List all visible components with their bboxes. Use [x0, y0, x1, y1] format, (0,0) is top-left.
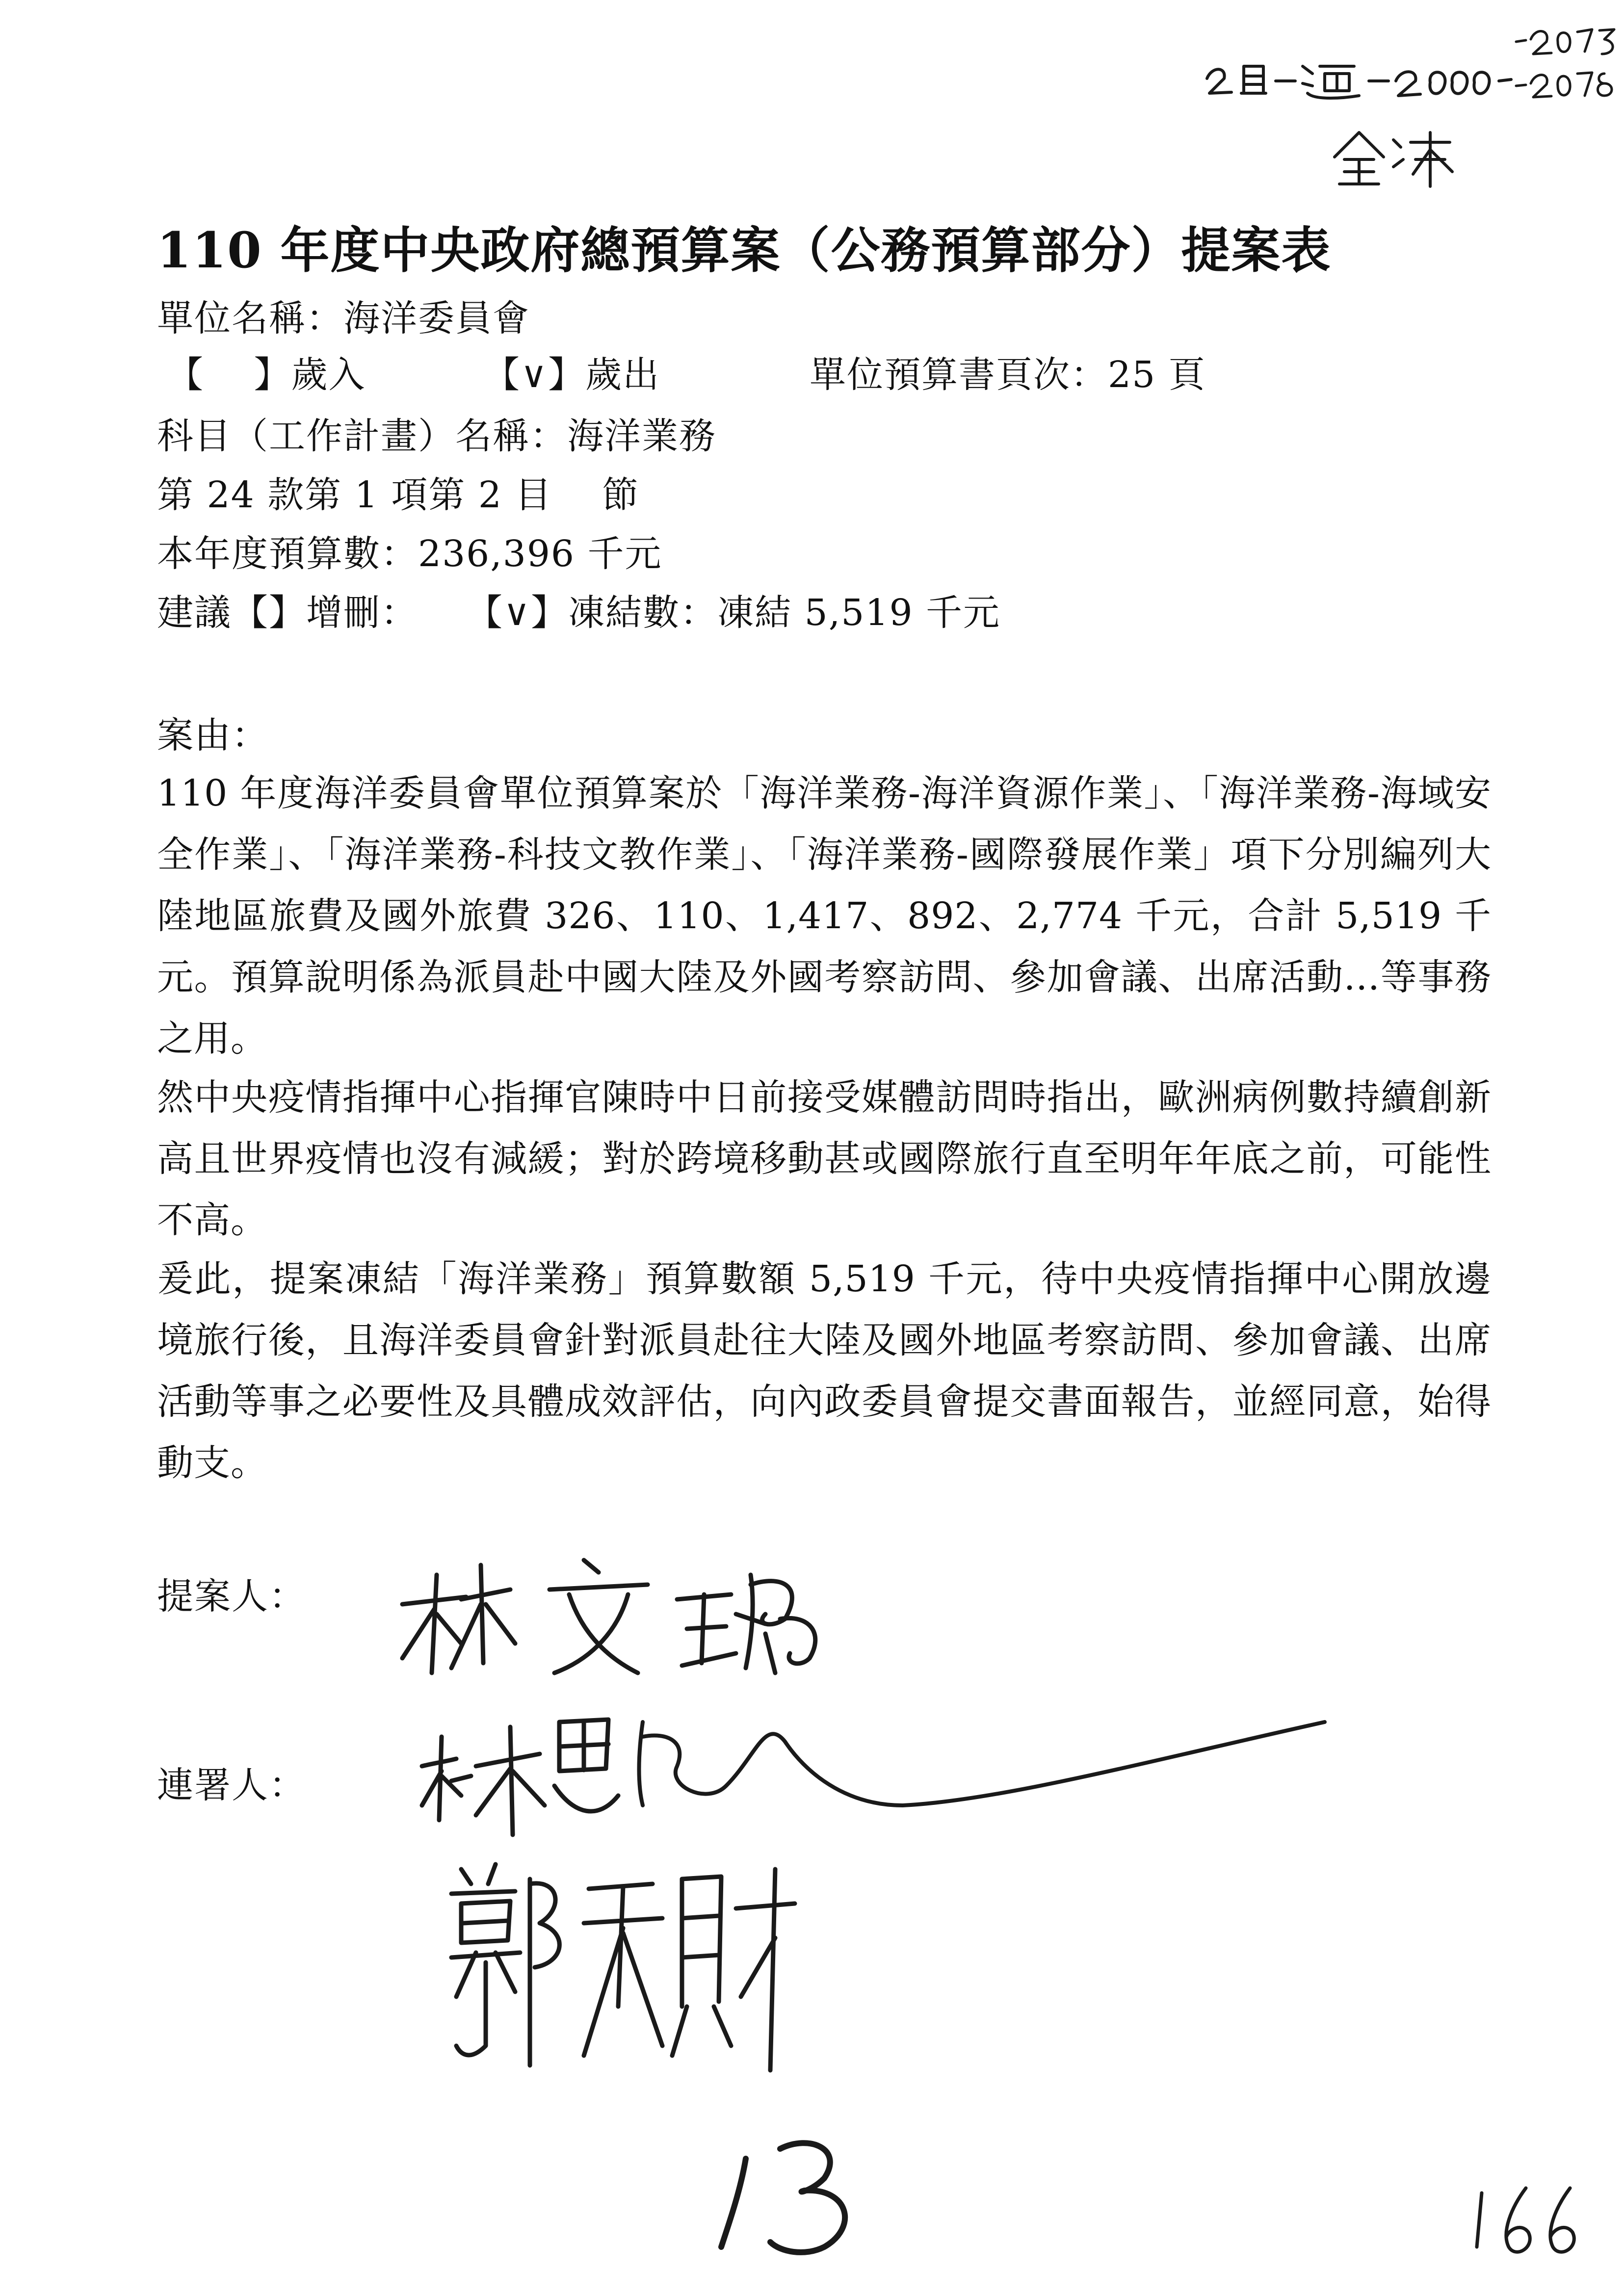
document-title: 110 年度中央政府總預算案（公務預算部分）提案表	[157, 221, 1332, 279]
cosigner-signature-1-drawing	[412, 1658, 1330, 1845]
reason-paragraph-2: 然中央疫情指揮中心指揮官陳時中日前接受媒體訪問時指出，歐洲病例數持續創新高且世界疫情也沒有減緩；對於跨境移動甚或國際旅行直至明年年底之前，可能性不高。	[157, 1076, 1492, 1241]
proposer-label: 提案人：	[157, 1575, 306, 1618]
reason-label: 案由：	[157, 714, 269, 757]
handwritten-page-mark-drawing	[1467, 2178, 1585, 2262]
budget-page-reference: 單位預算書頁次：25 頁	[810, 354, 1206, 396]
reason-paragraph-1: 110 年度海洋委員會單位預算案於「海洋業務-海洋資源作業」、「海洋業務-海域安全作業」、「海洋業務-科技文教作業」、「海洋業務-國際發展作業」項下分別編列大陸地區旅費及國外旅費 326、110、1,417、892、2,774 千元，合計 5,519 千元。預算說明係為派員赴中國大陸及外國考察訪問、參加會議、出席活動…等事務之用。	[157, 772, 1492, 1060]
expense-checkbox-line: 【∨】歲出	[483, 354, 660, 396]
cosigner-signature-1	[412, 1658, 1330, 1845]
handwritten-page-mark	[1467, 2178, 1585, 2262]
revenue-checkbox-line: 【 】歲入	[167, 354, 366, 396]
suggestion-freeze-amount: 【∨】凍結數：凍結 5,519 千元	[466, 592, 1001, 634]
cosigner-signature-2	[442, 1850, 814, 2085]
budget-amount: 本年度預算數：236,396 千元	[157, 533, 662, 575]
item-location: 第 24 款第 1 項第 2 目 節	[157, 474, 639, 516]
reason-paragraph-3: 爰此，提案凍結「海洋業務」預算數額 5,519 千元，待中央疫情指揮中心開放邊境旅行後，且海洋委員會針對派員赴往大陸及國外地區考察訪問、參加會議、出席活動等事之必要性及具體成效評估，向內政委員會提交書面報告，並經同意，始得動支。	[157, 1258, 1492, 1484]
handwritten-tag-note	[1325, 123, 1462, 191]
handwritten-reference-note	[1197, 20, 1619, 103]
handwritten-tag-drawing	[1325, 123, 1462, 191]
handwritten-item-number-drawing	[711, 2129, 868, 2262]
cosigner-signature-2-drawing	[442, 1850, 814, 2085]
unit-name: 單位名稱：海洋委員會	[157, 297, 530, 339]
cosigner-label: 連署人：	[157, 1764, 306, 1806]
handwritten-reference-drawing	[1197, 20, 1619, 103]
subject-name: 科目（工作計畫）名稱：海洋業務	[157, 415, 716, 457]
handwritten-item-number	[711, 2129, 868, 2262]
suggestion-adjust-label: 建議【】增刪：	[157, 592, 418, 634]
